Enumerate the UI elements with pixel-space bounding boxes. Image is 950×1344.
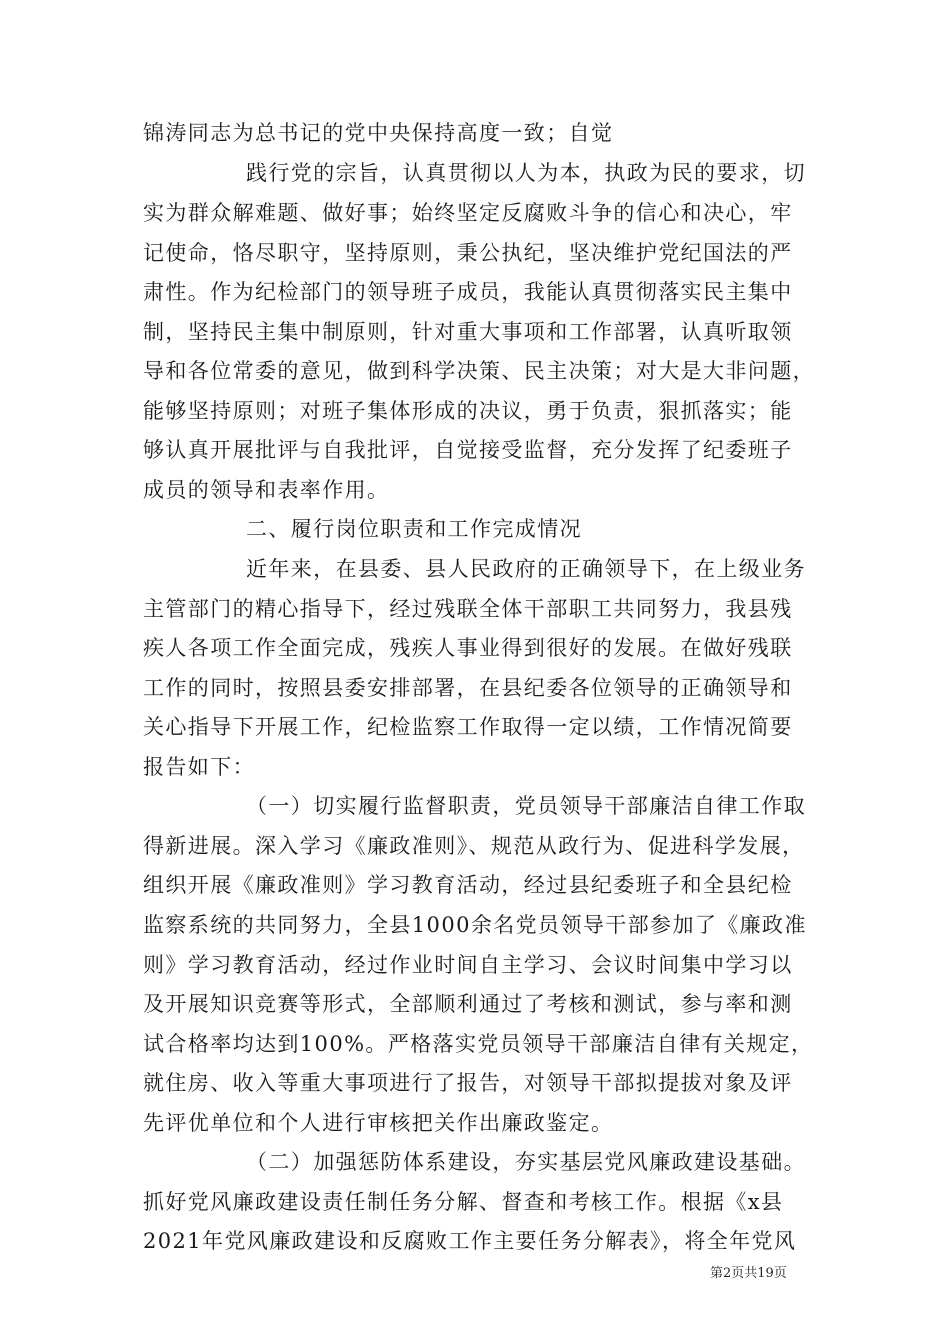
text-line: 能够坚持原则；对班子集体形成的决议，勇于负责，狠抓落实；能 (143, 399, 793, 423)
text-line: 疾人各项工作全面完成，残疾人事业得到很好的发展。在做好残联 (143, 636, 793, 660)
text-line: 先评优单位和个人进行审核把关作出廉政鉴定。 (143, 1111, 614, 1135)
text-line: 锦涛同志为总书记的党中央保持高度一致；自觉 (143, 121, 614, 145)
text-line: 关心指导下开展工作，纪检监察工作取得一定以绩，工作情况简要 (143, 715, 793, 739)
text-line: 则》学习教育活动，经过作业时间自主学习、会议时间集中学习以 (143, 953, 793, 977)
text-line: 肃性。作为纪检部门的领导班子成员，我能认真贯彻落实民主集中 (143, 280, 793, 304)
text-line: 成员的领导和表率作用。 (143, 478, 390, 502)
text-line: 主管部门的精心指导下，经过残联全体干部职工共同努力，我县残 (143, 597, 793, 621)
text-line: 够认真开展批评与自我批评，自觉接受监督，充分发挥了纪委班子 (143, 438, 793, 462)
text-line: 工作的同时，按照县委安排部署，在县纪委各位领导的正确领导和 (143, 676, 793, 700)
text-line: 报告如下： (143, 755, 255, 779)
text-line: 抓好党风廉政建设责任制任务分解、督查和考核工作。根据《x县 (143, 1190, 784, 1214)
text-line: 制，坚持民主集中制原则，针对重大事项和工作部署，认真听取领 (143, 320, 793, 344)
subsection-heading: （一）切实履行监督职责，党员领导干部廉洁自律工作取 (246, 794, 806, 818)
text-line: 就住房、收入等重大事项进行了报告，对领导干部拟提拔对象及评 (143, 1071, 793, 1095)
text-line: 践行党的宗旨，认真贯彻以人为本，执政为民的要求，切 (246, 161, 806, 185)
text-line: 试合格率均达到100%。严格落实党员领导干部廉洁自律有关规定， (143, 1032, 814, 1056)
page-number: 第2页共19页 (710, 1266, 787, 1281)
text-line: 记使命，恪尽职守，坚持原则，秉公执纪，坚决维护党纪国法的严 (143, 241, 793, 265)
text-line: 监察系统的共同努力，全县1000余名党员领导干部参加了《廉政准 (143, 913, 807, 937)
text-line: 得新进展。深入学习《廉政准则》、规范从政行为、促进科学发展， (143, 834, 805, 858)
section-heading: 二、履行岗位职责和工作完成情况 (246, 517, 582, 541)
text-line: 实为群众解难题、做好事；始终坚定反腐败斗争的信心和决心，牢 (143, 201, 793, 225)
subsection-heading: （二）加强惩防体系建设，夯实基层党风廉政建设基础。 (246, 1150, 806, 1174)
text-line: 近年来，在县委、县人民政府的正确领导下，在上级业务 (246, 557, 806, 581)
text-line: 2021年党风廉政建设和反腐败工作主要任务分解表》，将全年党风 (143, 1229, 797, 1253)
text-line: 导和各位常委的意见，做到科学决策、民主决策；对大是大非问题， (143, 359, 815, 383)
text-line: 组织开展《廉政准则》学习教育活动，经过县纪委班子和全县纪检 (143, 873, 793, 897)
text-line: 及开展知识竞赛等形式，全部顺利通过了考核和测试，参与率和测 (143, 992, 793, 1016)
